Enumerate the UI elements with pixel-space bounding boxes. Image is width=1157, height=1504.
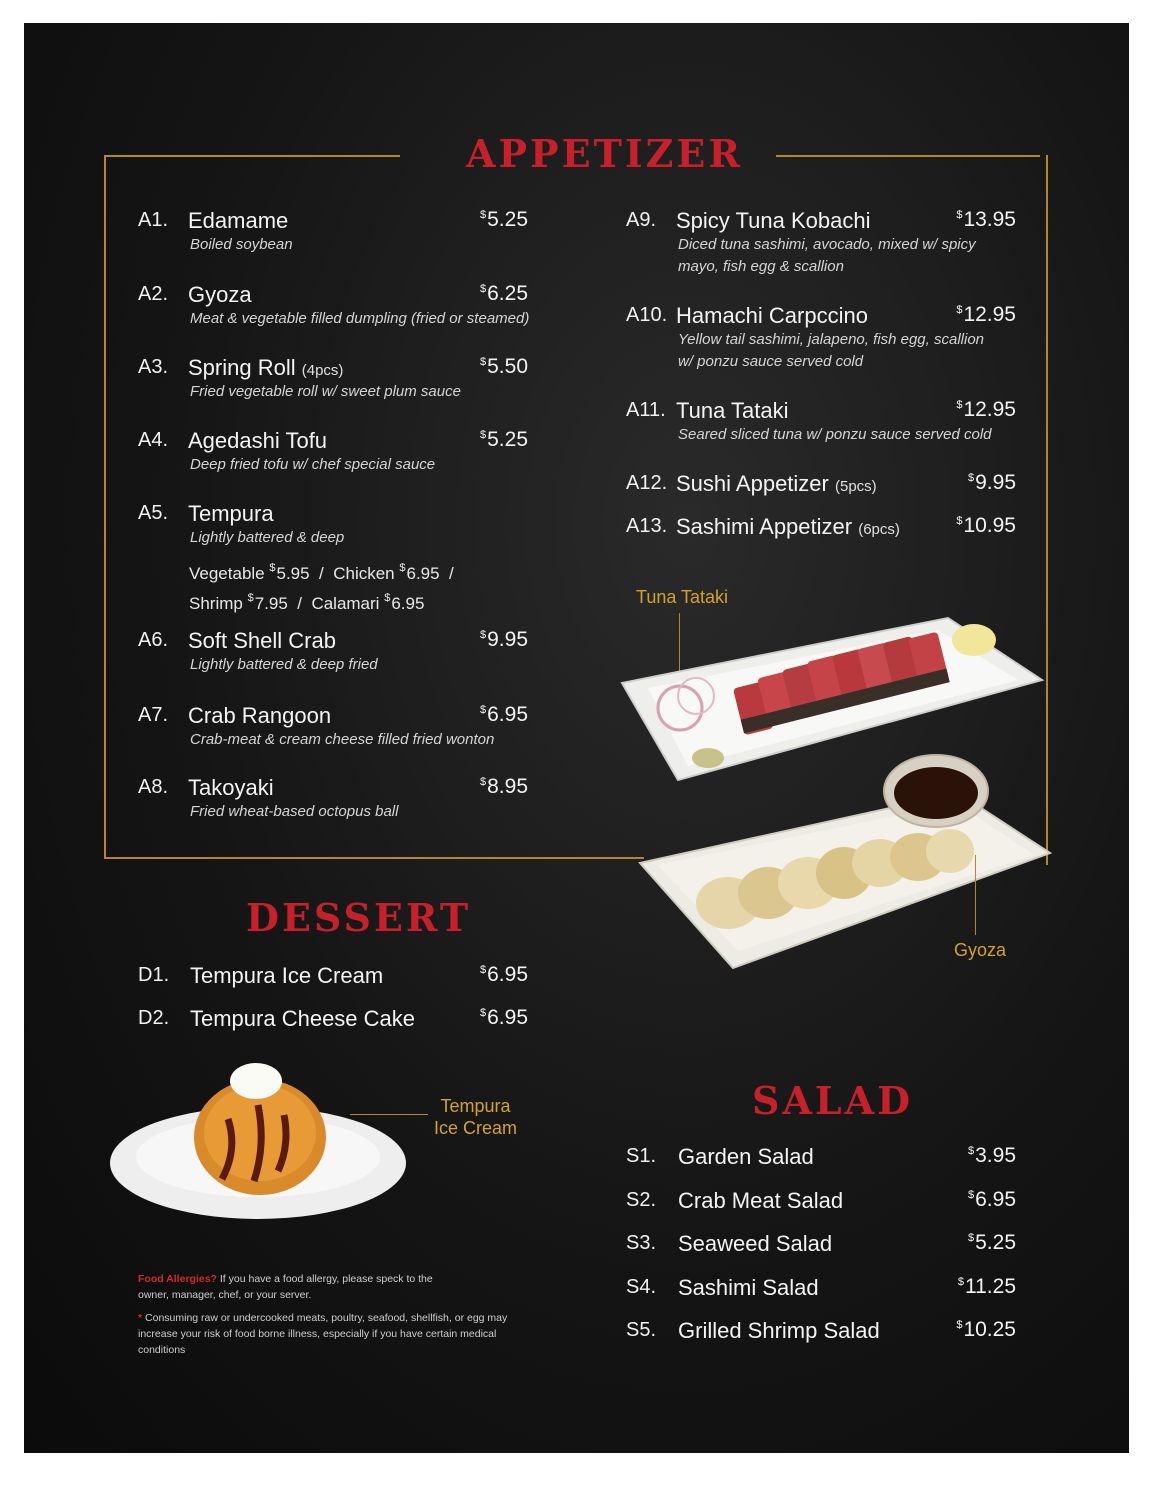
- appetizer-price: [458, 703, 528, 727]
- dessert-price-value: 6.95: [487, 963, 528, 986]
- frame-top-right: [776, 155, 1040, 157]
- appetizer-name-text: Edamame: [188, 208, 289, 233]
- appetizer-name: [188, 775, 274, 801]
- appetizer-price-value: 13.95: [963, 208, 1016, 231]
- currency-sign: $: [968, 1232, 975, 1244]
- salad-name: Sashimi Salad: [678, 1274, 819, 1300]
- currency-sign: $: [247, 592, 254, 604]
- dessert-name: Tempura Ice Cream: [190, 963, 384, 988]
- appetizer-price-value: 5.25: [487, 208, 528, 231]
- appetizer-code: A7.: [138, 704, 169, 726]
- appetizer-description: Crab-meat & cream cheese filled fried wonton: [190, 731, 495, 748]
- appetizer-name-text: Gyoza: [188, 282, 252, 307]
- allergy-text: If you have a food allergy, please speck to the owner, manager, chef, or your server.: [138, 1273, 433, 1301]
- appetizer-description: Yellow tail sashimi, jalapeno, fish egg, scallion w/ ponzu sauce served cold: [678, 331, 984, 370]
- appetizer-description: Deep fried tofu w/ chef special sauce: [190, 456, 436, 473]
- currency-sign: $: [480, 629, 487, 641]
- salad-price-value: 11.25: [965, 1274, 1016, 1298]
- appetizer-name: [676, 398, 789, 424]
- appetizer-name-text: Tuna Tataki: [676, 398, 789, 423]
- salad-price: [946, 1318, 1016, 1342]
- currency-sign: $: [957, 1275, 964, 1288]
- currency-sign: $: [956, 399, 963, 411]
- currency-sign: $: [480, 429, 487, 441]
- tempura-ice-cream-photo: [108, 1059, 408, 1219]
- dessert-heading: DESSERT: [246, 895, 472, 940]
- appetizer-description: Boiled soybean: [190, 236, 293, 253]
- dessert-name: Tempura Cheese Cake: [190, 1006, 416, 1031]
- tempura-opt-chicken: Chicken: [333, 564, 395, 583]
- appetizer-price: [946, 514, 1016, 538]
- currency-sign: $: [480, 776, 487, 788]
- appetizer-name: [676, 514, 900, 540]
- salad-code: S3.: [626, 1232, 657, 1254]
- salad-price-value: 10.25: [963, 1318, 1016, 1341]
- appetizer-description: Meat & vegetable filled dumpling (fried or steamed): [190, 310, 530, 327]
- raw-food-text: Consuming raw or undercooked meats, poultry, seafood, shellfish, or egg may increase your risk of food borne illness, especially if you have certain medical conditions: [138, 1312, 508, 1356]
- appetizer-name: [188, 355, 343, 381]
- gyoza-photo-label: Gyoza: [954, 940, 1007, 960]
- appetizer-name-text: Tempura: [188, 501, 274, 526]
- appetizer-code: A1.: [138, 209, 169, 231]
- salad-code: S1.: [626, 1145, 657, 1167]
- salad-code: S5.: [626, 1319, 657, 1341]
- appetizer-name: [676, 208, 870, 234]
- appetizer-code: A10.: [626, 304, 668, 326]
- appetizer-name-text: Agedashi Tofu: [188, 428, 328, 453]
- frame-notch-left: [104, 155, 112, 157]
- appetizer-description: Seared sliced tuna w/ ponzu sauce served cold: [678, 426, 992, 443]
- allergy-lead: Food Allergies?: [138, 1273, 217, 1285]
- ice-cream-label-line1: Tempura: [440, 1096, 511, 1116]
- appetizer-code: A5.: [138, 502, 169, 524]
- salad-code: S2.: [626, 1188, 657, 1211]
- appetizer-name-text: Sashimi Appetizer: [676, 514, 853, 539]
- appetizer-name-text: Sushi Appetizer: [676, 471, 829, 496]
- ice-cream-photo-label: [434, 1095, 517, 1139]
- appetizer-name-text: Takoyaki: [188, 775, 274, 800]
- currency-sign: $: [480, 283, 487, 295]
- appetizer-piece-count: (4pcs): [301, 362, 344, 379]
- appetizer-price-value: 8.95: [487, 775, 528, 798]
- salad-name: Seaweed Salad: [678, 1231, 833, 1256]
- appetizer-code: A13.: [626, 515, 668, 537]
- menu-board: [24, 23, 1129, 1453]
- appetizer-name: [188, 208, 288, 234]
- appetizer-price: [946, 208, 1016, 232]
- dessert-code: D2.: [138, 1007, 170, 1029]
- tempura-opt-calamari: Calamari: [311, 594, 380, 613]
- appetizer-name-text: Crab Rangoon: [188, 703, 332, 728]
- appetizer-price: [458, 282, 528, 306]
- salad-heading: SALAD: [752, 1078, 914, 1123]
- dessert-price: [458, 1006, 528, 1030]
- appetizer-name: [676, 471, 877, 497]
- salad-price-value: 5.25: [975, 1231, 1016, 1254]
- gyoza-leader-line: [975, 855, 976, 935]
- appetizer-name: [188, 501, 274, 527]
- appetizer-price: [946, 471, 1016, 495]
- salad-price-value: 6.95: [975, 1187, 1016, 1211]
- currency-sign: $: [956, 304, 963, 316]
- dessert-code: D1.: [138, 964, 170, 986]
- currency-sign: $: [956, 1319, 963, 1331]
- currency-sign: $: [968, 1145, 975, 1157]
- appetizer-code: A9.: [626, 209, 657, 231]
- appetizer-name-text: Spicy Tuna Kobachi: [676, 208, 871, 233]
- appetizer-price-value: 5.50: [487, 355, 528, 378]
- currency-sign: $: [956, 209, 963, 221]
- currency-sign: $: [480, 1007, 487, 1019]
- appetizer-price: [946, 398, 1016, 422]
- currency-sign: $: [480, 964, 487, 976]
- ice-cream-label-line2: Ice Cream: [434, 1118, 518, 1138]
- appetizer-description: Lightly battered & deep: [190, 529, 345, 546]
- salad-price: [946, 1144, 1016, 1168]
- appetizer-price-value: 5.25: [487, 428, 528, 451]
- appetizer-name-text: Soft Shell Crab: [188, 628, 336, 653]
- currency-sign: $: [480, 356, 487, 368]
- appetizer-code: A4.: [138, 429, 169, 451]
- appetizer-price: [458, 208, 528, 232]
- tempura-opt-vegetable-price: 5.95: [276, 564, 310, 583]
- appetizer-price: [458, 628, 528, 652]
- appetizer-code: A8.: [138, 776, 169, 798]
- appetizer-name-text: Hamachi Carpccino: [676, 303, 868, 328]
- appetizer-price: [458, 428, 528, 452]
- appetizer-heading: APPETIZER: [466, 131, 743, 176]
- appetizer-price: [458, 775, 528, 799]
- currency-sign: $: [968, 472, 975, 484]
- currency-sign: $: [384, 592, 391, 604]
- tempura-opt-shrimp: Shrimp: [189, 594, 243, 613]
- appetizer-description: Fried vegetable roll w/ sweet plum sauce: [190, 383, 461, 400]
- currency-sign: $: [399, 562, 406, 574]
- appetizer-code: A2.: [138, 283, 169, 305]
- appetizer-name-text: Spring Roll: [188, 355, 296, 380]
- appetizer-code: A11.: [626, 399, 666, 421]
- salad-name: Crab Meat Salad: [678, 1187, 844, 1213]
- tuna-tataki-photo-label: Tuna Tataki: [636, 587, 729, 607]
- appetizer-name: [188, 428, 327, 454]
- appetizer-name: [676, 303, 868, 329]
- appetizer-code: A3.: [138, 356, 169, 378]
- salad-name: Grilled Shrimp Salad: [678, 1318, 880, 1343]
- tempura-opt-calamari-price: 6.95: [391, 594, 425, 613]
- salad-code: S4.: [626, 1275, 657, 1298]
- appetizer-name: [188, 282, 252, 308]
- appetizer-price-value: 6.95: [487, 703, 528, 726]
- dessert-price: [458, 963, 528, 987]
- appetizer-description: Fried wheat-based octopus ball: [190, 803, 399, 820]
- appetizer-piece-count: (5pcs): [835, 478, 877, 495]
- currency-sign: $: [956, 515, 963, 527]
- raw-food-mark: *: [138, 1312, 143, 1324]
- salad-price: [946, 1188, 1016, 1212]
- appetizer-price-value: 12.95: [963, 303, 1016, 326]
- appetizer-code: A6.: [138, 629, 169, 651]
- appetizer-price-value: 12.95: [963, 398, 1016, 421]
- appetizer-description: Diced tuna sashimi, avocado, mixed w/ spicy mayo, fish egg & scallion: [678, 236, 976, 275]
- currency-sign: $: [269, 562, 276, 574]
- raw-food-note: [138, 1310, 538, 1358]
- salad-name: Garden Salad: [678, 1144, 814, 1169]
- currency-sign: $: [480, 209, 487, 221]
- appetizer-price-value: 10.95: [963, 514, 1016, 537]
- frame-top-left: [104, 155, 400, 157]
- currency-sign: $: [968, 1188, 975, 1201]
- tempura-opt-shrimp-price: 7.95: [254, 594, 288, 613]
- tempura-options: Vegetable $5.95 / Chicken $6.95 / Shrimp $7.95 / Calamari $6.95: [189, 562, 454, 613]
- allergy-note: [138, 1271, 438, 1303]
- appetizer-price: [946, 303, 1016, 327]
- tempura-opt-chicken-price: 6.95: [406, 564, 440, 583]
- appetizer-name: [188, 628, 336, 654]
- appetizer-price-value: 9.95: [487, 628, 528, 651]
- ice-cream-leader-line: [350, 1114, 428, 1115]
- dessert-price-value: 6.95: [487, 1006, 528, 1029]
- appetizer-price-value: 6.25: [487, 282, 528, 305]
- salad-price: [946, 1231, 1016, 1255]
- salad-price: [946, 1275, 1016, 1299]
- frame-left: [104, 155, 106, 857]
- appetizer-description: Lightly battered & deep fried: [190, 656, 378, 673]
- appetizer-code: A12.: [626, 472, 668, 494]
- salad-price-value: 3.95: [975, 1144, 1016, 1167]
- tempura-opt-vegetable: Vegetable: [189, 564, 265, 583]
- currency-sign: $: [480, 704, 487, 716]
- appetizer-price-value: 9.95: [975, 471, 1016, 494]
- frame-bottom: [104, 857, 644, 859]
- appetizer-piece-count: (6pcs): [858, 521, 900, 538]
- appetizer-name: [188, 703, 331, 729]
- appetizer-price: [458, 355, 528, 379]
